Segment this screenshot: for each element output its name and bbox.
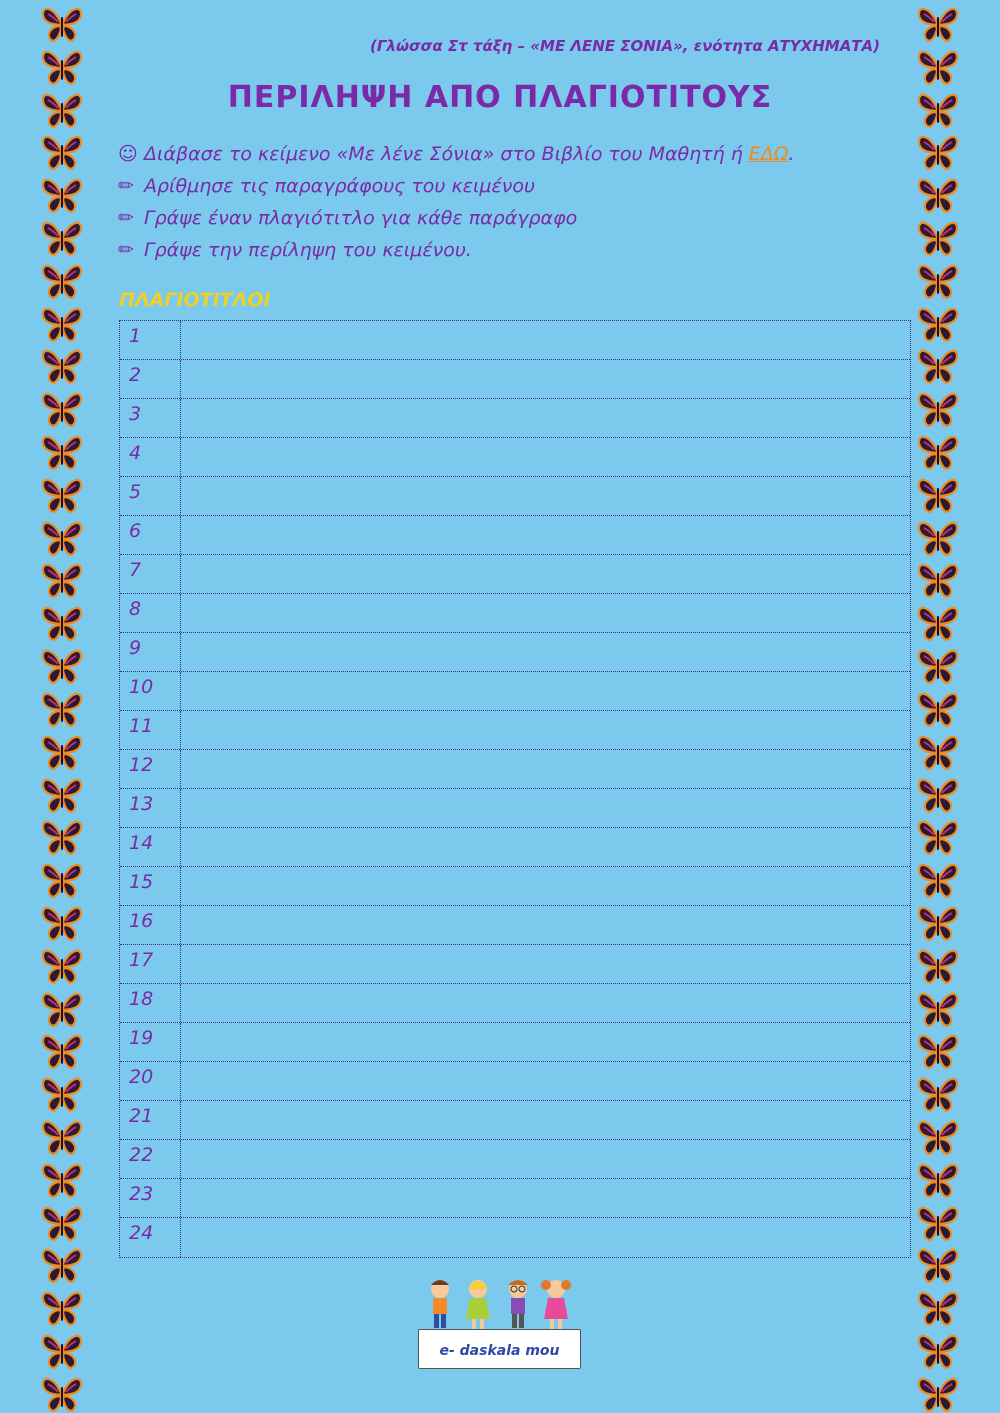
row-number: 23 bbox=[120, 1179, 181, 1217]
butterfly-icon bbox=[40, 733, 84, 771]
row-number: 21 bbox=[120, 1101, 181, 1139]
subtitle-answer-cell[interactable] bbox=[181, 828, 910, 866]
butterfly-icon bbox=[40, 1246, 84, 1284]
subtitle-answer-cell[interactable] bbox=[181, 789, 910, 827]
instruction-subtitles-text: Γράψε έναν πλαγιότιτλο για κάθε παράγραφο bbox=[144, 207, 578, 229]
instruction-read-text: Διάβασε το κείμενο «Με λένε Σόνια» στο Βιβλίο του Μαθητή ή bbox=[144, 143, 749, 165]
butterfly-icon bbox=[916, 1032, 960, 1070]
logo-text: e- daskala mou bbox=[418, 1329, 581, 1369]
instruction-read bbox=[118, 140, 908, 172]
instruction-number-text: Αρίθμησε τις παραγράφους του κειμένου bbox=[144, 175, 535, 197]
butterfly-icon bbox=[40, 947, 84, 985]
row-number: 19 bbox=[120, 1023, 181, 1061]
subtitle-answer-cell[interactable] bbox=[181, 477, 910, 515]
edo-link[interactable]: ΕΔΩ bbox=[748, 143, 789, 165]
butterfly-icon bbox=[916, 262, 960, 300]
butterfly-icon bbox=[40, 5, 84, 43]
row-number: 2 bbox=[120, 360, 181, 398]
butterfly-icon bbox=[916, 476, 960, 514]
butterfly-icon bbox=[916, 818, 960, 856]
subtitle-answer-cell[interactable] bbox=[181, 1101, 910, 1139]
butterfly-icon bbox=[40, 904, 84, 942]
butterfly-icon bbox=[40, 133, 84, 171]
table-row bbox=[120, 1101, 910, 1140]
table-row bbox=[120, 399, 910, 438]
row-number: 15 bbox=[120, 867, 181, 905]
butterfly-icon bbox=[40, 476, 84, 514]
subtitle-answer-cell[interactable] bbox=[181, 672, 910, 710]
section-label: ΠΛΑΓΙΟΤΙΤΛΟΙ bbox=[119, 289, 271, 311]
butterfly-icon bbox=[40, 1204, 84, 1242]
butterfly-icon bbox=[40, 262, 84, 300]
table-row bbox=[120, 633, 910, 672]
butterfly-icon bbox=[916, 861, 960, 899]
row-number: 18 bbox=[120, 984, 181, 1022]
logo bbox=[418, 1275, 581, 1370]
row-number: 20 bbox=[120, 1062, 181, 1100]
subtitle-answer-cell[interactable] bbox=[181, 1062, 910, 1100]
table-row bbox=[120, 1062, 910, 1101]
row-number: 5 bbox=[120, 477, 181, 515]
row-number: 11 bbox=[120, 711, 181, 749]
subtitle-answer-cell[interactable] bbox=[181, 516, 910, 554]
butterfly-icon bbox=[916, 5, 960, 43]
butterfly-icon bbox=[40, 519, 84, 557]
butterfly-icon bbox=[40, 305, 84, 343]
instruction-subtitles bbox=[118, 204, 908, 236]
butterfly-icon bbox=[916, 390, 960, 428]
butterfly-icon bbox=[40, 1161, 84, 1199]
subtitle-answer-cell[interactable] bbox=[181, 1140, 910, 1178]
butterfly-icon bbox=[40, 861, 84, 899]
butterfly-icon bbox=[40, 176, 84, 214]
subtitle-answer-cell[interactable] bbox=[181, 633, 910, 671]
subtitle-answer-cell[interactable] bbox=[181, 750, 910, 788]
table-row bbox=[120, 789, 910, 828]
table-row bbox=[120, 828, 910, 867]
subtitle-answer-cell[interactable] bbox=[181, 1179, 910, 1217]
instruction-summary bbox=[118, 236, 908, 268]
butterfly-icon bbox=[40, 347, 84, 385]
left-butterfly-border bbox=[37, 0, 87, 1413]
subtitle-answer-cell[interactable] bbox=[181, 1218, 910, 1257]
butterfly-icon bbox=[40, 561, 84, 599]
row-number: 22 bbox=[120, 1140, 181, 1178]
butterfly-icon bbox=[916, 947, 960, 985]
butterfly-icon bbox=[916, 733, 960, 771]
subtitles-table bbox=[119, 320, 911, 1258]
butterfly-icon bbox=[40, 219, 84, 257]
row-number: 4 bbox=[120, 438, 181, 476]
instructions bbox=[118, 140, 908, 268]
table-row bbox=[120, 906, 910, 945]
table-row bbox=[120, 867, 910, 906]
butterfly-icon bbox=[40, 604, 84, 642]
subtitle-answer-cell[interactable] bbox=[181, 399, 910, 437]
table-row bbox=[120, 945, 910, 984]
butterfly-icon bbox=[40, 1075, 84, 1113]
butterfly-icon bbox=[916, 433, 960, 471]
table-row bbox=[120, 321, 910, 360]
pencil-icon: ✏ bbox=[118, 207, 134, 229]
butterfly-icon bbox=[916, 519, 960, 557]
butterfly-icon bbox=[916, 1332, 960, 1370]
butterfly-icon bbox=[916, 176, 960, 214]
butterfly-icon bbox=[40, 818, 84, 856]
row-number: 16 bbox=[120, 906, 181, 944]
table-row bbox=[120, 711, 910, 750]
table-row bbox=[120, 516, 910, 555]
instruction-number bbox=[118, 172, 908, 204]
butterfly-icon bbox=[916, 347, 960, 385]
butterfly-icon bbox=[916, 604, 960, 642]
row-number: 9 bbox=[120, 633, 181, 671]
butterfly-icon bbox=[916, 647, 960, 685]
instruction-read-end: . bbox=[788, 143, 795, 165]
butterfly-icon bbox=[916, 1375, 960, 1413]
subtitle: (Γλώσσα Στ τάξη – «ΜΕ ΛΕΝΕ ΣΟΝΙΑ», ενότητα ΑΤΥΧΗΜΑΤΑ) bbox=[370, 37, 880, 55]
butterfly-icon bbox=[916, 561, 960, 599]
page-title: ΠΕΡΙΛΗΨΗ ΑΠΟ ΠΛΑΓΙΟΤΙΤΟΥΣ bbox=[227, 80, 773, 115]
subtitle-answer-cell[interactable] bbox=[181, 945, 910, 983]
row-number: 6 bbox=[120, 516, 181, 554]
butterfly-icon bbox=[916, 1289, 960, 1327]
butterfly-icon bbox=[916, 776, 960, 814]
subtitle-answer-cell[interactable] bbox=[181, 438, 910, 476]
table-row bbox=[120, 1140, 910, 1179]
row-number: 17 bbox=[120, 945, 181, 983]
butterfly-icon bbox=[40, 1375, 84, 1413]
butterfly-icon bbox=[40, 390, 84, 428]
butterfly-icon bbox=[916, 1161, 960, 1199]
table-row bbox=[120, 672, 910, 711]
butterfly-icon bbox=[40, 1289, 84, 1327]
butterfly-icon bbox=[40, 776, 84, 814]
butterfly-icon bbox=[916, 1075, 960, 1113]
row-number: 12 bbox=[120, 750, 181, 788]
subtitle-answer-cell[interactable] bbox=[181, 867, 910, 905]
subtitle-answer-cell[interactable] bbox=[181, 711, 910, 749]
smiley-icon: ☺ bbox=[118, 143, 138, 165]
butterfly-icon bbox=[916, 1204, 960, 1242]
table-row bbox=[120, 750, 910, 789]
subtitle-answer-cell[interactable] bbox=[181, 321, 910, 359]
butterfly-icon bbox=[40, 1118, 84, 1156]
right-butterfly-border bbox=[913, 0, 963, 1413]
butterfly-icon bbox=[916, 1118, 960, 1156]
row-number: 14 bbox=[120, 828, 181, 866]
butterfly-icon bbox=[916, 305, 960, 343]
table-row bbox=[120, 438, 910, 477]
subtitle-answer-cell[interactable] bbox=[181, 594, 910, 632]
table-row bbox=[120, 1179, 910, 1218]
table-row bbox=[120, 1023, 910, 1062]
row-number: 8 bbox=[120, 594, 181, 632]
butterfly-icon bbox=[916, 904, 960, 942]
instruction-summary-text: Γράψε την περίληψη του κειμένου. bbox=[144, 239, 472, 261]
butterfly-icon bbox=[916, 133, 960, 171]
butterfly-icon bbox=[40, 990, 84, 1028]
butterfly-icon bbox=[916, 690, 960, 728]
row-number: 1 bbox=[120, 321, 181, 359]
row-number: 10 bbox=[120, 672, 181, 710]
butterfly-icon bbox=[40, 647, 84, 685]
butterfly-icon bbox=[916, 219, 960, 257]
table-row bbox=[120, 477, 910, 516]
row-number: 13 bbox=[120, 789, 181, 827]
kids-logo-icon bbox=[418, 1275, 581, 1335]
pencil-icon: ✏ bbox=[118, 175, 134, 197]
subtitle-answer-cell[interactable] bbox=[181, 360, 910, 398]
butterfly-icon bbox=[40, 1032, 84, 1070]
pencil-icon: ✏ bbox=[118, 239, 134, 261]
subtitle-answer-cell[interactable] bbox=[181, 984, 910, 1022]
row-number: 3 bbox=[120, 399, 181, 437]
table-row bbox=[120, 984, 910, 1023]
table-row bbox=[120, 594, 910, 633]
butterfly-icon bbox=[40, 1332, 84, 1370]
subtitle-answer-cell[interactable] bbox=[181, 555, 910, 593]
butterfly-icon bbox=[40, 433, 84, 471]
table-row bbox=[120, 1218, 910, 1257]
subtitle-answer-cell[interactable] bbox=[181, 906, 910, 944]
butterfly-icon bbox=[916, 1246, 960, 1284]
row-number: 24 bbox=[120, 1218, 181, 1257]
butterfly-icon bbox=[40, 690, 84, 728]
row-number: 7 bbox=[120, 555, 181, 593]
table-row bbox=[120, 555, 910, 594]
butterfly-icon bbox=[916, 990, 960, 1028]
table-row bbox=[120, 360, 910, 399]
subtitle-answer-cell[interactable] bbox=[181, 1023, 910, 1061]
